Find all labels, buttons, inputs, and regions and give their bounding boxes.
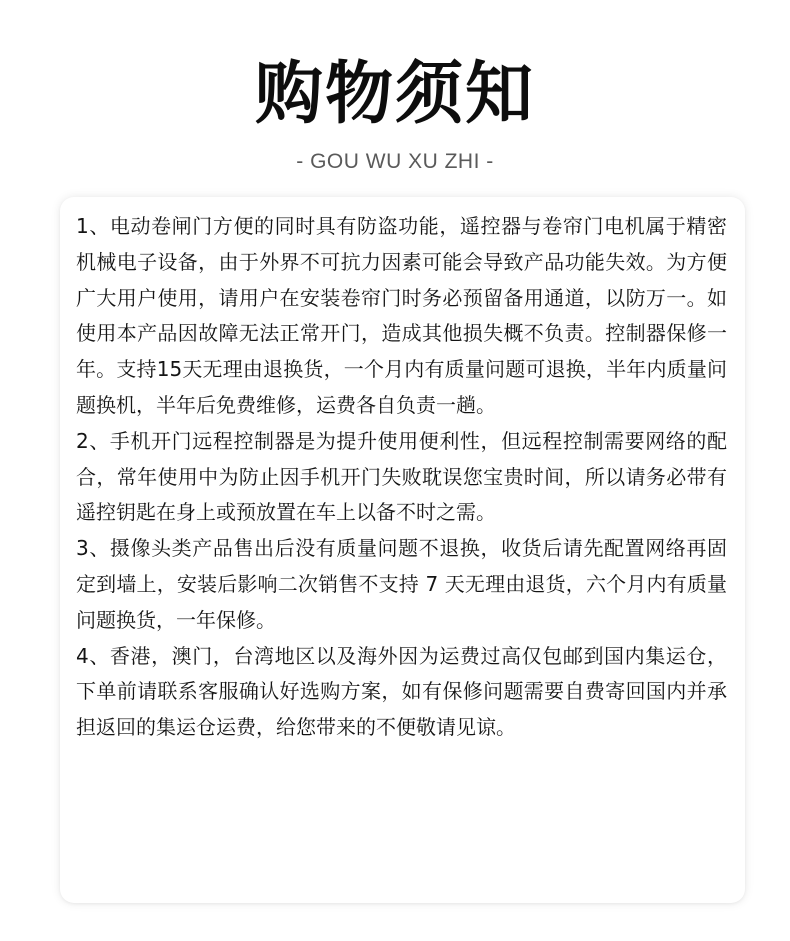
page-title: 购物须知 xyxy=(254,55,535,134)
notice-card xyxy=(60,197,745,903)
notice-item-3: 3、摄像头类产品售出后没有质量问题不退换，收货后请先配置网络再固定到墙上，安装后影响二次销售不支持 7 天无理由退货，六个月内有质量问题换货，一年保修。 xyxy=(76,536,727,632)
notice-item-1: 1、电动卷闸门方便的同时具有防盗功能，遥控器与卷帘门电机属于精密机械电子设备，由于外界不可抗力因素可能会导致产品功能失效。为方便广大用户使用，请用户在安装卷帘门时务必预留备用通道，以防万一。如使用本产品因故障无法正常开门，造成其他损失概不负责。控制器保修一年。支持15天无理由退换货，一个月内有质量问题可退换，半年内质量问题换机，半年后免费维修，运费各自负责一趟。 xyxy=(76,214,727,417)
notice-item-2: 2、手机开门远程控制器是为提升使用便利性，但远程控制需要网络的配合，常年使用中为防止因手机开门失败耽误您宝贵时间，所以请务必带有遥控钥匙在身上或预放置在车上以备不时之需。 xyxy=(76,428,727,525)
page-subtitle: - GOU WU XU ZHI - xyxy=(296,150,494,173)
notice-item-4: 4、香港，澳门，台湾地区以及海外因为运费过高仅包邮到国内集运仓，下单前请联系客服确认好选购方案，如有保修问题需要自费寄回国内并承担返回的集运仓运费，给您带来的不便敬请见谅。 xyxy=(76,643,727,740)
